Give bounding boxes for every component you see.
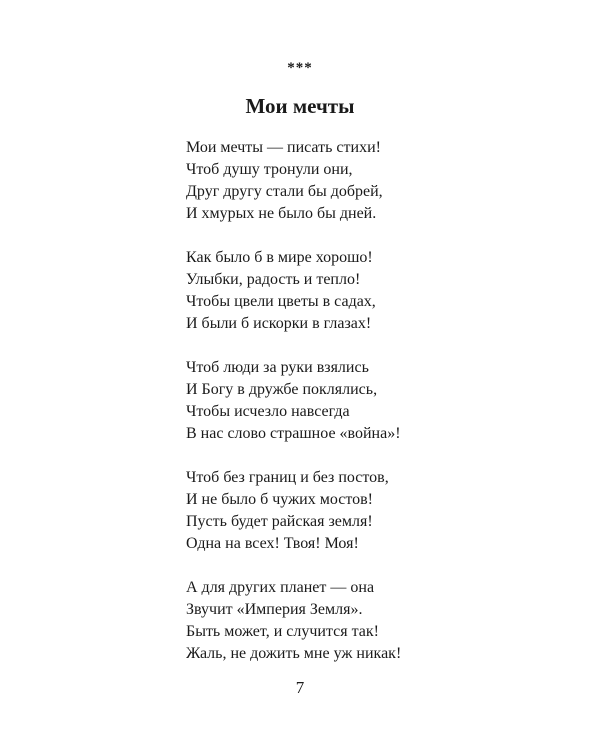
poem-line: И не было б чужих мостов! [186,491,373,508]
poem-line: Чтоб душу тронули они, [186,161,353,178]
poem-line: Как было б в мире хорошо! [186,249,373,266]
stanza-1 [186,137,566,225]
poem-line: Чтоб без границ и без постов, [186,469,389,486]
poem-body [186,137,566,687]
poem-line: Друг другу стали бы добрей, [186,183,383,200]
poem-line: Улыбки, радость и тепло! [186,271,361,288]
poem-line: Пусть будет райская земля! [186,513,373,530]
poem-line: Чтобы исчезло навсегда [186,403,350,420]
stanza-5 [186,577,566,665]
page-number: 7 [295,678,305,697]
poem-line: Звучит «Империя Земля». [186,601,363,618]
poem-line: Быть может, и случится так! [186,623,379,640]
poem-line: А для других планет — она [186,579,375,596]
poem-line: Жаль, не дожить мне уж никак! [186,645,402,662]
stanza-3 [186,357,566,445]
poem-line: И хмурых не было бы дней. [186,205,377,222]
poem-line: Чтоб люди за руки взялись [186,359,369,376]
poem-line: И Богу в дружбе поклялись, [186,381,378,398]
stanza-2 [186,247,566,335]
poem-line: Одна на всех! Твоя! Моя! [186,535,359,552]
poem-line: В нас слово страшное «война»! [186,425,401,442]
stanza-4 [186,467,566,555]
section-separator: *** [287,60,313,76]
poem-line: Чтобы цвели цветы в садах, [186,293,376,310]
poem-title: Мои мечты [245,94,355,118]
poem-line: И были б искорки в глазах! [186,315,372,332]
poem-line: Мои мечты — писать стихи! [186,139,381,156]
